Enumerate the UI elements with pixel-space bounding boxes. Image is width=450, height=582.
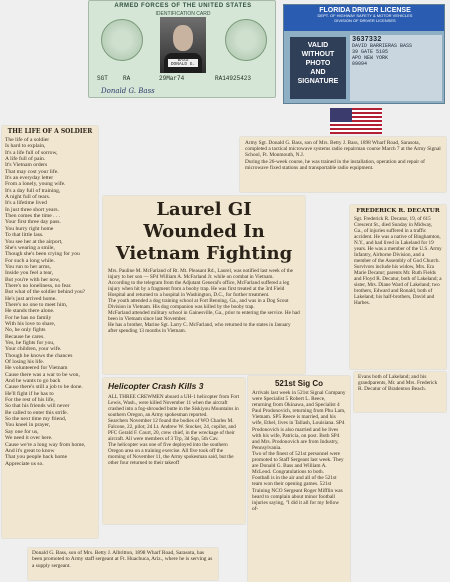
id-grade: SGT <box>97 75 108 82</box>
license-dept-line2: DIVISION OF DRIVER LICENSES <box>334 17 396 23</box>
decatur-continuation-clipping <box>354 372 446 412</box>
license-valid-box: VALID WITHOUT PHOTO AND SIGNATURE <box>290 37 346 99</box>
driver-license <box>283 4 445 104</box>
id-signature: Donald G. Bass <box>101 87 155 95</box>
id-card-header: ARMED FORCES OF THE UNITED STATES <box>114 3 252 9</box>
license-dept-line1: DEPT. OF HIGHWAY SAFETY & MOTOR VEHICLES <box>317 13 413 18</box>
us-flag-icon <box>330 108 382 134</box>
helicopter-crash-clipping <box>103 378 245 524</box>
helicopter-body: ALL THREE CREWMEN aboard a UH-1 helicopter from Fort Lewis, Wash., were killed November 11 when the aircraft crashed into a fog-shrouded butte in the Siskiyou Mountains in southern Oregon, an Army spokesman reported. Searchers November 12 found the bodies of WO Charles M. Falcone, 22, pilot; 2d Lt. Andrew W. Stocker, 24, copilot, and PFC Gerald F. Court, 20, crew chief, in the wreckage of their aircraft. All were members of 3 Trp, 3d Sqn, 5th Cav. The helicopter was one of five deployed into the southern Oregon area on a training exercise. All five took off the morning of November 11, the Army spokesman said, but the other four returned to their takeoff <box>108 394 240 466</box>
license-number: 3637332 <box>352 36 382 44</box>
eagle-seal-icon <box>101 19 143 61</box>
poem-title: THE LIFE OF A SOLDIER <box>7 128 93 135</box>
department-seal-icon <box>225 19 267 61</box>
id-card-subheader: IDENTIFICATION CARD <box>155 11 211 17</box>
decatur-obituary-clipping <box>350 205 446 369</box>
poem-body: The life of a soldier Is hard to explain, It's a life full of sorrow, A life full of pain. It's Vietnam orders That may cost your life. It's an everyday letter From a lonely, young wife. It's a day full of training, A night full of tears. It's a lifetime lived In just three short years. Then comes the time . . . Your first three day pass. You hurry right home To that little lass. You see her at the airport, She's wearing a smile, Though she's been crying for you For such a long while. You run to her arms, Inside you feel a tear, But you're with her now, There's no loneliness, no fear. But what of the soldier behind you? He's just arrived home. There's no one to meet him, He stands there alone. For he has no family With his love to share, No, he only fights Because he cares. Yes, he fights for you, Your children, your wife. Though he knows the chances Of losing his life. He volunteered for Vietnam Cause there was a war to be won, And he wants to go back Cause there's still a job to be done. He'll fight if he has to For the rest of his life, So that his friends will never Be called to enter this strife. So the next time my friend, You kneel in prayer, Say one for us, We need it over here. Cause we're a long way from home, And it's great to know That you people back home Appreciate us so. <box>5 137 86 467</box>
bass-promotion-clipping <box>28 548 218 580</box>
license-city: APO NEW YORK <box>352 55 389 61</box>
name-plate: BASS DONALD G. <box>168 59 198 67</box>
decatur-name: FREDERICK R. DECATUR <box>356 208 440 214</box>
face-icon <box>173 25 193 51</box>
license-info-panel <box>350 35 442 101</box>
decatur-body: Sgt. Frederick R. Decatur, 19, of 615 Crescent St., died Sunday in Midway, Ga., of injuries suffered in a traffic accident. He was a native of Binghamton, N.Y., and had lived in Lakeland for 19 years. He was a member of the U.S. Army Infantry, Airborne Division, and a member of the Assembly of God Church. Survivors include his widow, Mrs. Era Marie Decatur; parents Mr. Ruth Fields and Floyd R. Decatur, both of Lakeland; a sister, Mrs. Diane Ward of Lakeland; two brothers, Edward and Ronald, both of Lakeland; his half-brothers, David and Harbes. <box>354 216 442 306</box>
decatur-continuation-body: Evans both of Lakeland; and his grandparents, Mr. and Mrs. Frederick R. Decatur of Bradenton Beach. <box>358 374 438 393</box>
laurel-gi-clipping <box>103 196 305 374</box>
laurel-body: Mrs. Pauline M. McFarland of Rt. Mt. Pleasant Rd., Laurel, was notified last week of the injury to her son — SP4 William A. McFarland Jr. while on combat in Vietnam. According to the telegram from the Adjutant General's office, McFarland suffered a leg injury when hit by a fragment from a booby trap. He was first treated at the 3rd Field Hospital and returned to a hospital in Washington, D.C., for further treatment. The youth attended a dog training school at Fort Benning, Ga., and was in a Dog Scout Division in Vietnam. His dog companion was killed by the booby trap. McFarland attended military school in Gainesville, Ga., prior to entering the service. He had been in Vietnam since last November. He has a brother, Marine Sgt. Larry C. McFarland, who returned to the states in January after spending 13 months in Vietnam. <box>108 268 300 334</box>
signal-company-clipping <box>248 376 350 582</box>
id-expiration: 29Mar74 <box>159 75 185 82</box>
laurel-headline: Laurel GI Wounded In Vietnam Fighting <box>115 199 293 264</box>
license-holder-name: DAVID BARRIERAS BASS <box>352 43 413 49</box>
army-course-body: Army Sgt. Donald G. Bass, son of Mrs. Betty J. Bass, 1898 Wharf Road, Sarasota, completed a tactical microwave systems radio repairman course March 7 at the Army Signal School, Ft. Monmouth, N.J. During the 26-week course, he was trained in the installation, operation and repair of microwave fixed stations and transportable radio equipment. <box>245 140 441 171</box>
license-address: 39 GATE 5105 <box>352 49 389 55</box>
signal-company-headline: 521st Sig Co <box>274 379 323 388</box>
signal-company-body: Arrivals last week in 521st Signal Company were Specialist 5 Robert L. Reece, returning from Okinawa, and Specialist 4 Paul Prodonovich, returning from Phu Lam, Vietnam. SP5 Reece is married, and his wife, Ethel, lives in Tallash, Louisiana. SP4 Prodonovich is also married and he lives with his wife, Patricia, on post. Both SP4 and Mrs. Prodonovich are from Industry, Pennsylvania. Two of the finest of 521st personnel were promoted to Staff Sergeant last week. They are Donald G. Bass and William A. McLeod. Congratulations to both. Football is in the air and all of the 521st team won their opening games. 521st Training NCO Sergeant Roger Mifflin was heard to complain about minor football injuries saying, "I did it all for my fellow of- <box>252 390 346 512</box>
id-service: RA <box>123 75 131 82</box>
id-number: RA14925423 <box>215 75 252 82</box>
license-header-band <box>284 5 445 31</box>
helicopter-headline: Helicopter Crash Kills 3 <box>108 381 204 391</box>
license-title: FLORIDA DRIVER LICENSE <box>319 7 411 14</box>
license-zip: 09094 <box>352 61 368 67</box>
military-id-card <box>88 0 276 98</box>
id-photo <box>160 17 206 73</box>
poem-clipping <box>2 126 98 538</box>
bass-promotion-body: Donald G. Bass, son of Mrs. Betty J. Albritton, 1898 Wharf Road, Sarasota, has been promoted to Army staff sergeant at Ft. Huachuca, Ariz., where he is serving as a supply sergeant. <box>32 550 213 569</box>
army-course-clipping <box>240 137 446 192</box>
